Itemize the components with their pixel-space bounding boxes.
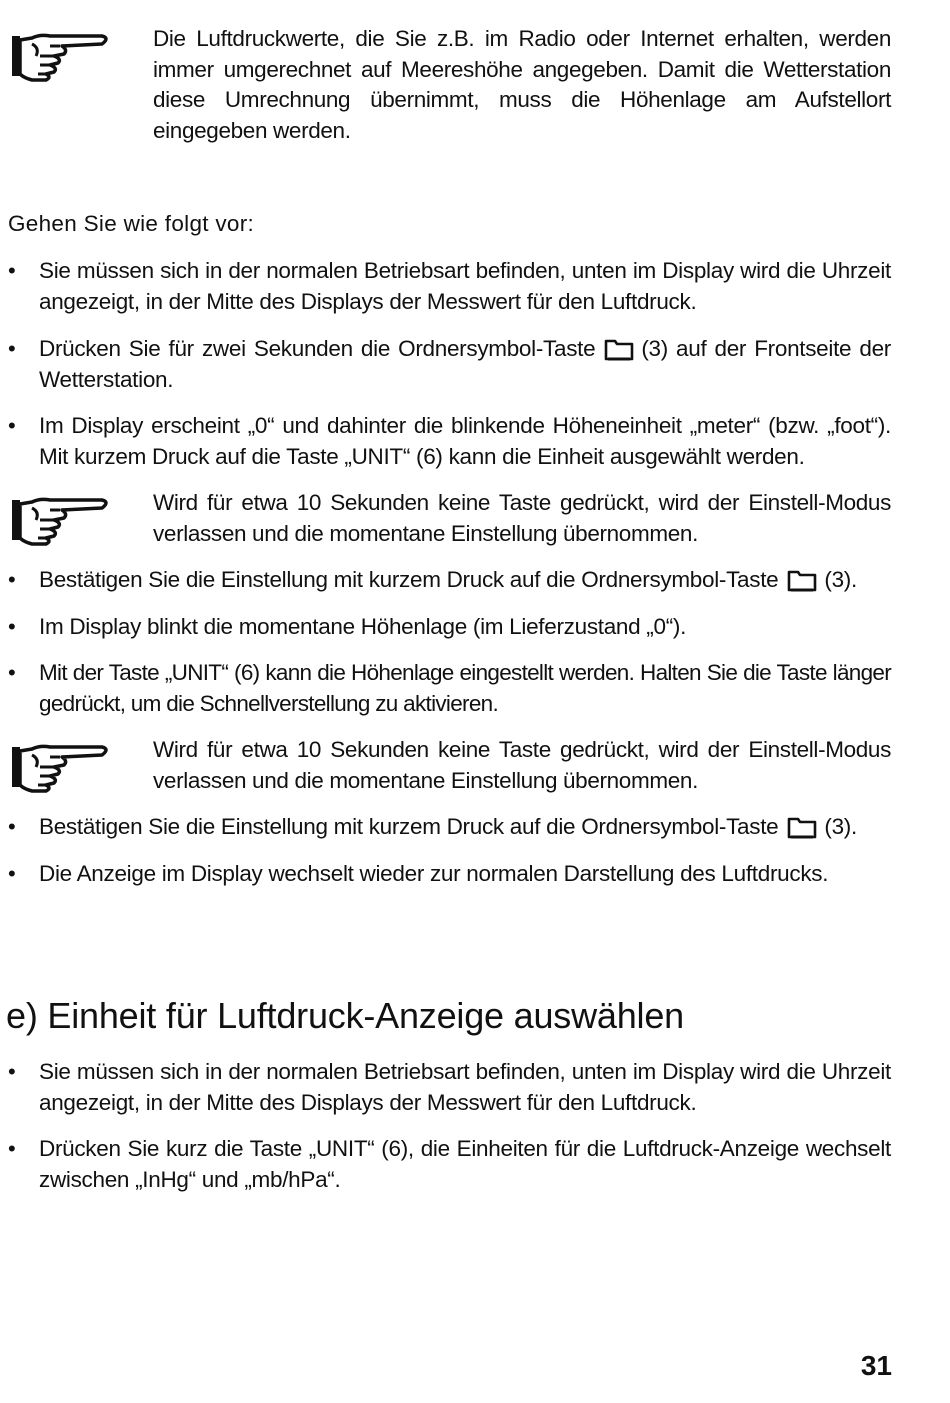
page-number: 31 [860, 1350, 892, 1381]
note-text: Wird für etwa 10 Sekunden keine Taste gedrückt, wird der Einstell-Modus verlassen und die momentane Einstellung übernommen. [153, 490, 891, 546]
list-item-text-before: Bestätigen Sie die Einstellung mit kurzem Druck auf die Ordnersymbol-Taste [39, 567, 779, 592]
list-item-text [39, 812, 891, 843]
list-item-text: Sie müssen sich in der normalen Betriebsart befinden, unten im Display wird die Uhrzeit angezeigt, in der Mitte des Displays der Messwert für den Luftdruck. [39, 258, 891, 314]
section-heading: e) Einheit für Luftdruck-Anzeige auswählen [6, 995, 684, 1036]
list-item-text: Drücken Sie kurz die Taste „UNIT“ (6), die Einheiten für die Luftdruck-Anzeige wechselt zwischen „InHg“ und „mb/hPa“. [39, 1136, 891, 1192]
list-item-text: Im Display erscheint „0“ und dahinter die blinkende Höheneinheit „meter“ (bzw. „foot“). Mit kurzem Druck auf die Taste „UNIT“ (6) kann die Einheit ausgewählt werden. [39, 413, 891, 469]
list-item-text [39, 565, 891, 596]
list-item-text: Im Display blinkt die momentane Höhenlage (im Lieferzustand „0“). [39, 614, 687, 639]
note-text: Die Luftdruckwerte, die Sie z.B. im Radio oder Internet erhalten, werden immer umgerechnet auf Meereshöhe angegeben. Damit die Wetterstation diese Umrechnung übernimmt, muss die Höhenlage am Aufstellort eingegeben werden. [153, 26, 891, 143]
bullet-marker: • [8, 336, 16, 361]
pointing-hand-icon [10, 741, 110, 793]
list-item-text-after: (3). [824, 814, 857, 839]
bullet-marker: • [8, 1059, 16, 1084]
bullet-marker: • [8, 1136, 16, 1161]
bullet-marker: • [8, 258, 16, 283]
instructions-lead: Gehen Sie wie folgt vor: [8, 211, 255, 236]
pointing-hand-icon [10, 494, 110, 546]
list-item-text: Mit der Taste „UNIT“ (6) kann die Höhenlage eingestellt werden. Halten Sie die Taste länger gedrückt, um die Schnellverstellung zu aktivieren. [39, 660, 891, 716]
bullet-marker: • [8, 567, 16, 592]
list-item-text-after: (3). [824, 567, 857, 592]
folder-icon [603, 336, 635, 362]
list-item-text-before: Drücken Sie für zwei Sekunden die Ordnersymbol-Taste [39, 336, 596, 361]
pointing-hand-icon [10, 30, 110, 82]
bullet-marker: • [8, 660, 16, 685]
folder-icon [786, 567, 818, 593]
list-item-text-before: Bestätigen Sie die Einstellung mit kurzem Druck auf die Ordnersymbol-Taste [39, 814, 779, 839]
bullet-marker: • [8, 814, 16, 839]
folder-icon [786, 814, 818, 840]
list-item-text-after: (3) auf der Frontseite der Wetterstation. [39, 336, 891, 392]
note-text: Wird für etwa 10 Sekunden keine Taste gedrückt, wird der Einstell-Modus verlassen und die momentane Einstellung übernommen. [153, 737, 891, 793]
list-item-text: Sie müssen sich in der normalen Betriebsart befinden, unten im Display wird die Uhrzeit angezeigt, in der Mitte des Displays der Messwert für den Luftdruck. [39, 1059, 891, 1115]
bullet-marker: • [8, 413, 16, 438]
bullet-marker: • [8, 861, 16, 886]
list-item-text [39, 334, 891, 395]
bullet-marker: • [8, 614, 16, 639]
list-item-text: Die Anzeige im Display wechselt wieder zur normalen Darstellung des Luftdrucks. [39, 861, 829, 886]
